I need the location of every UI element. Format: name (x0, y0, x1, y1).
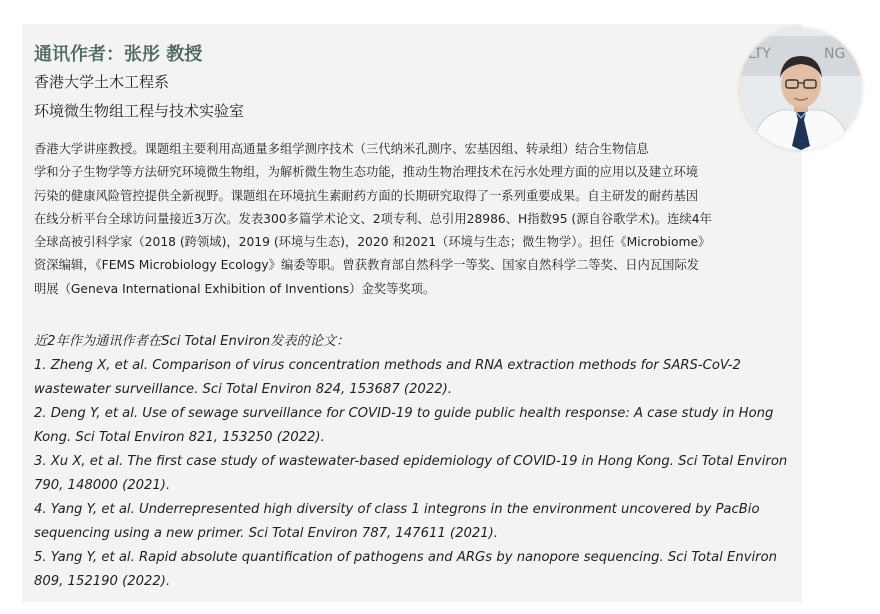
affiliation-lab: 环境微生物组工程与技术实验室 (34, 102, 245, 120)
publication-line: 3. Xu X, et al. The first case study of wastewater-based epidemiology of COVID-19 in Hong Kong. Sci Total Environ (34, 454, 788, 469)
publication-heading: 近2年作为通讯作者在Sci Total Environ发表的论文： (34, 334, 350, 349)
publication-line: 809, 152190 (2022). (34, 574, 171, 589)
affiliation-department: 香港大学土木工程系 (34, 73, 170, 91)
publication-line: 790, 148000 (2021). (34, 478, 171, 493)
bio-line: 资深编辑，《FEMS Microbiology Ecology》编委等职。曾获教育部自然科学一等奖、国家自然科学二等奖、日内瓦国际发 (34, 258, 700, 273)
bio-line: 明展（Geneva International Exhibition of Inventions）金奖等奖项。 (34, 281, 436, 296)
publication-line: sequencing using a new primer. Sci Total Environ 787, 147611 (2021). (34, 526, 498, 541)
publication-line: Kong. Sci Total Environ 821, 153250 (2022). (34, 430, 325, 445)
bio-line: 污染的健康风险管控提供全新视野。课题组在环境抗生素耐药方面的长期研究取得了一系列重要成果。自主研发的耐药基因 (34, 188, 699, 203)
bio-line: 香港大学讲座教授。课题组主要利用高通量多组学测序技术（三代纳米孔测序、宏基因组、转录组）结合生物信息 (34, 142, 649, 156)
author-title: 通讯作者：张彤 教授 (34, 44, 203, 65)
publication-line: 2. Deng Y, et al. Use of sewage surveillance for COVID-19 to guide public health response: A case study in Hong (34, 406, 774, 421)
svg-text:NG: NG (824, 46, 846, 62)
bio-line: 全球高被引科学家（2018 (跨领域)，2019 (环境与生态)，2020 和2021（环境与生态；微生物学）。担任《Microbiome》 (34, 235, 711, 250)
publication-line: 5. Yang Y, et al. Rapid absolute quantification of pathogens and ARGs by nanopore sequencing. Sci Total Environ (34, 550, 778, 565)
bio-line: 在线分析平台全球访问量接近3万次。发表300多篇学术论文、2项专利、总引用28986、H指数95 (源自谷歌学术)。连续4年 (34, 211, 712, 226)
publication-line: 1. Zheng X, et al. Comparison of virus concentration methods and RNA extraction methods for SARS-CoV-2 (34, 358, 741, 373)
biography-text (34, 138, 794, 301)
publication-line: 4. Yang Y, et al. Underrepresented high diversity of class 1 integrons in the environment uncovered by PacBio (34, 502, 760, 517)
bio-line: 学和分子生物学等方法研究环境微生物组，为解析微生物生态功能，推动生物治理技术在污水处理方面的应用以及建立环境 (34, 165, 699, 180)
publication-line: wastewater surveillance. Sci Total Environ 824, 153687 (2022). (34, 382, 452, 397)
portrait-illustration (740, 28, 862, 150)
portrait-photo-icon (740, 28, 862, 150)
svg-text:LTY: LTY (748, 46, 771, 62)
publication-list (34, 330, 794, 594)
